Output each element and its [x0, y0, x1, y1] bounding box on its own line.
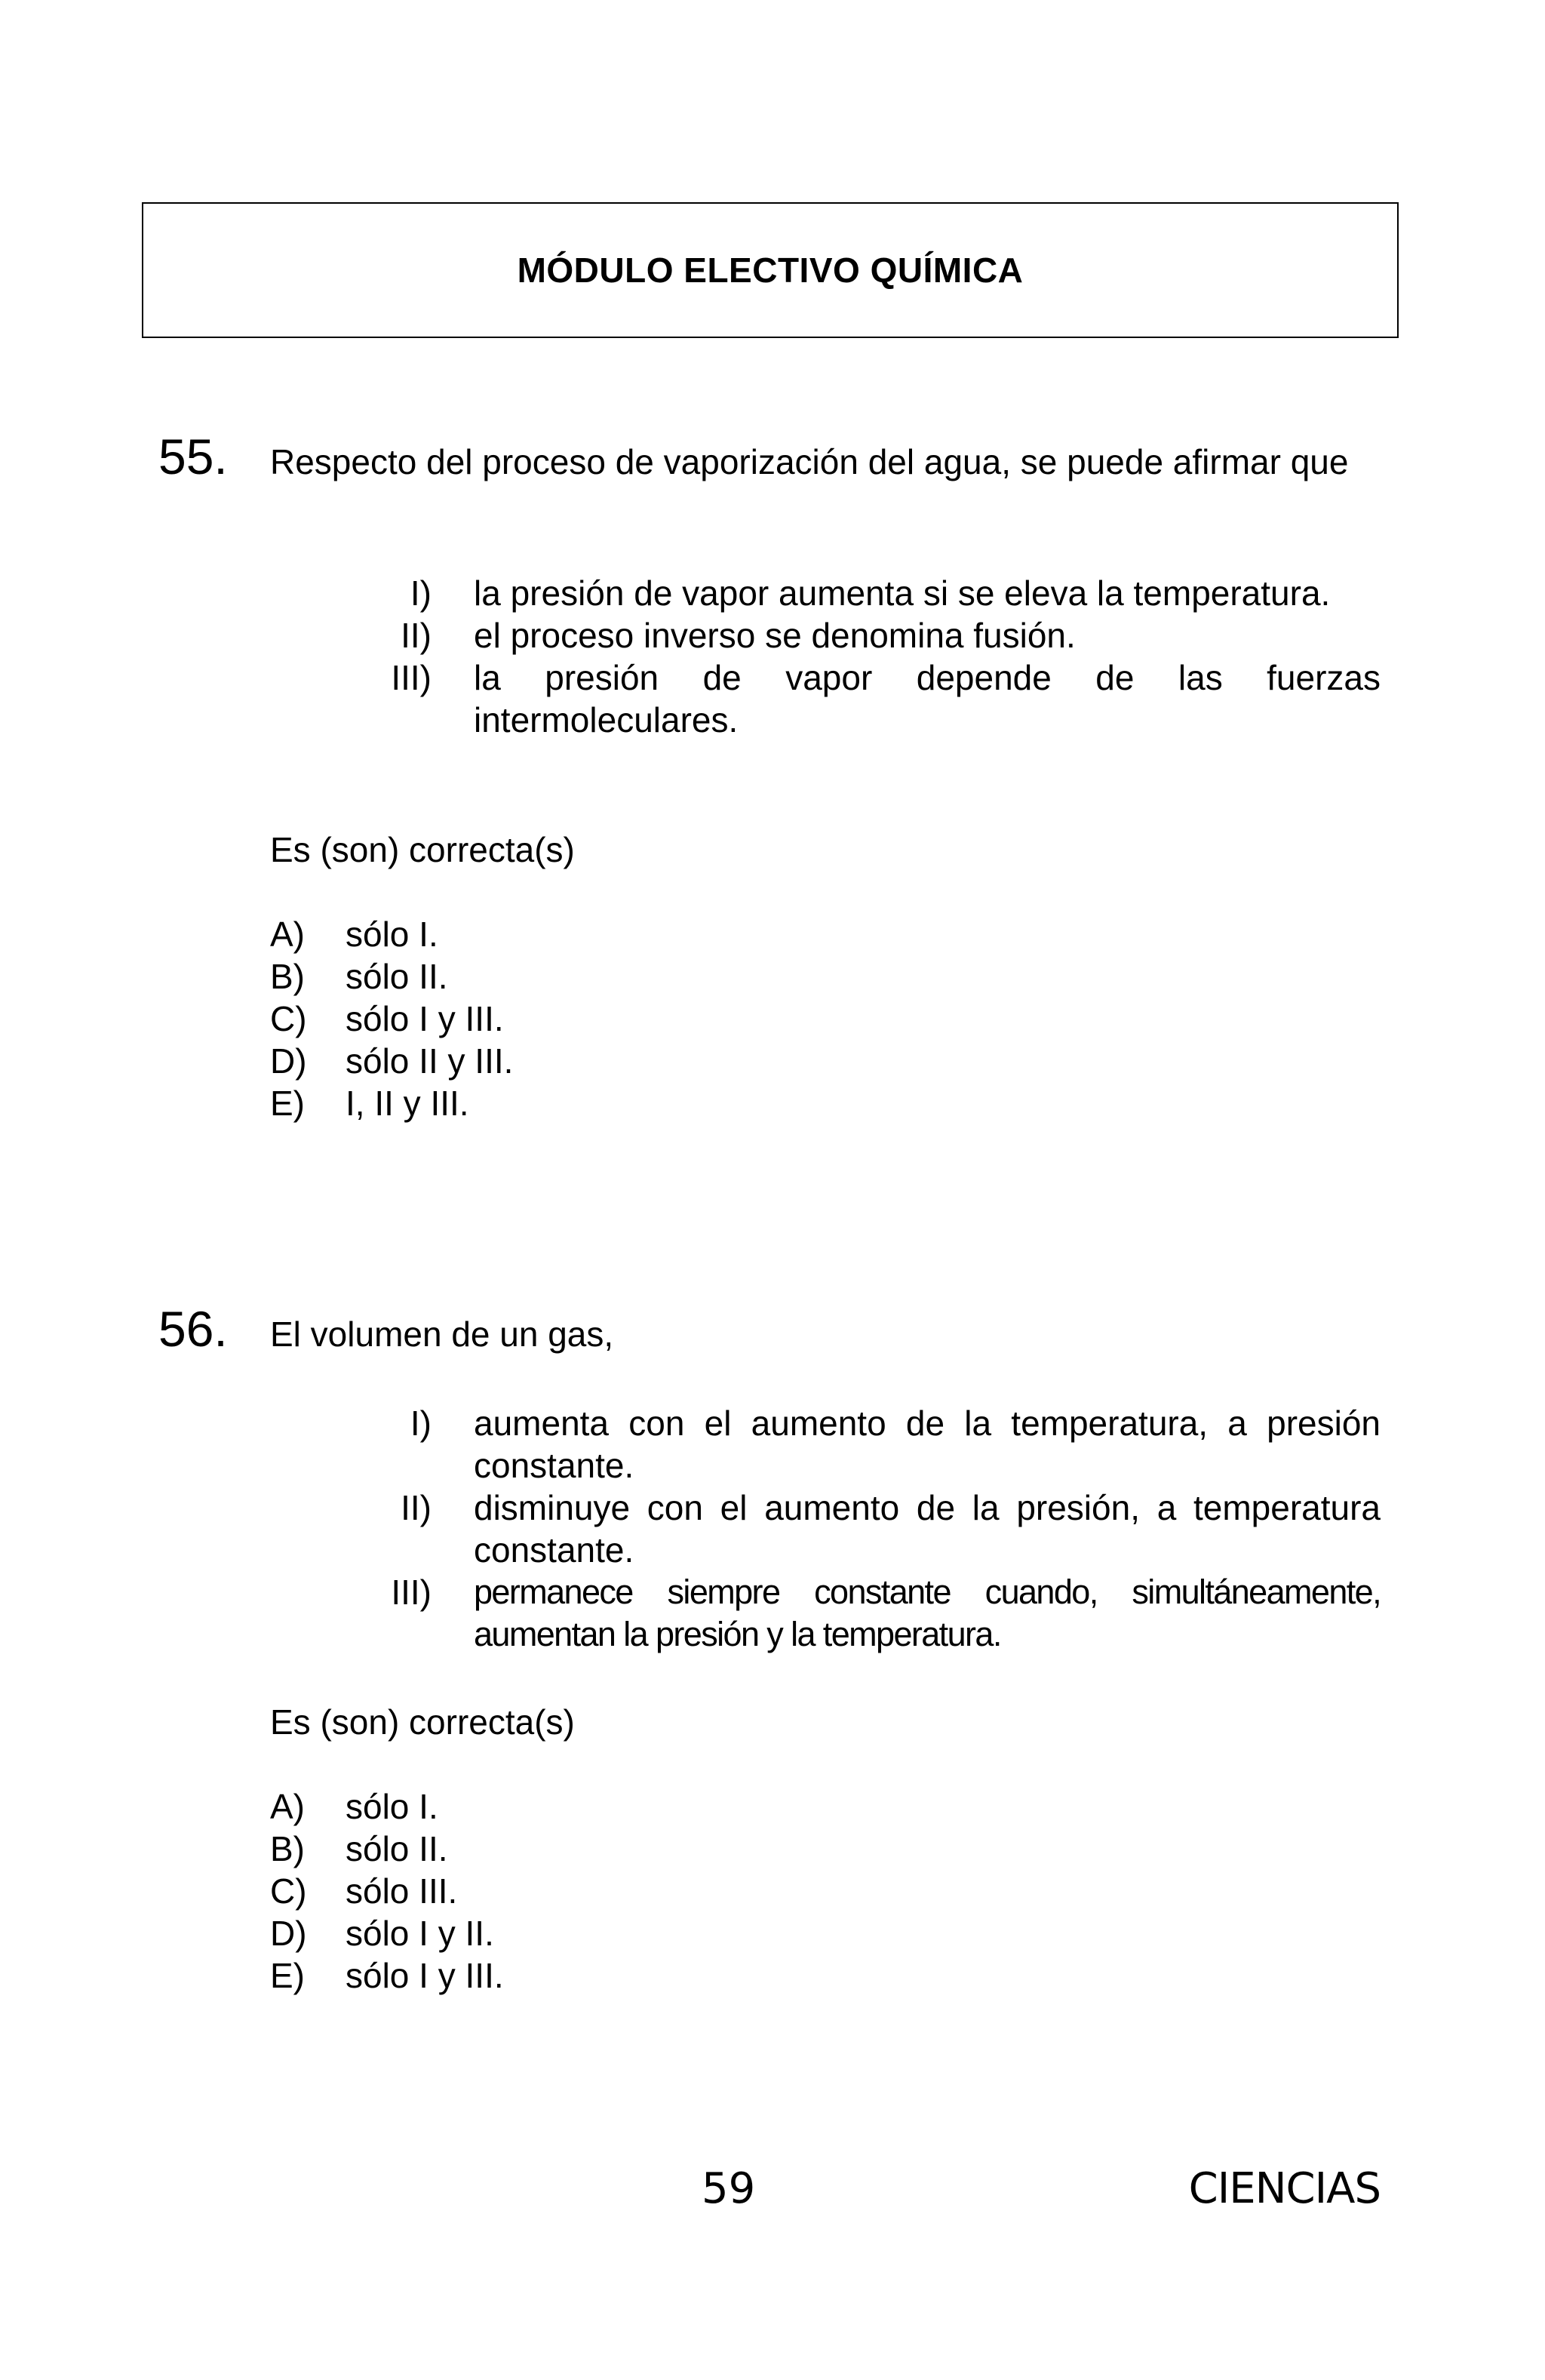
- statement-text: el proceso inverso se denomina fusión.: [474, 616, 1076, 655]
- page-number: 59: [702, 2164, 756, 2213]
- answer-option[interactable]: [270, 1954, 504, 1997]
- statement-item: [0, 572, 1545, 614]
- option-letter: A): [270, 1787, 305, 1826]
- answer-prompt: Es (son) correcta(s): [270, 1702, 575, 1742]
- section-label: CIENCIAS: [1188, 2164, 1381, 2213]
- option-letter: C): [270, 999, 307, 1038]
- answer-option[interactable]: [270, 1912, 504, 1954]
- statement-number: II): [401, 616, 432, 655]
- option-letter: E): [270, 1956, 305, 1995]
- answer-option[interactable]: [270, 1785, 504, 1828]
- answer-option[interactable]: [270, 1828, 504, 1870]
- option-text: sólo I y II.: [346, 1914, 494, 1953]
- option-letter: B): [270, 1829, 305, 1868]
- option-letter: C): [270, 1871, 307, 1911]
- answer-option[interactable]: [270, 955, 513, 998]
- module-header-box: [142, 202, 1399, 338]
- statement-text: la presión de vapor aumenta si se eleva la temperatura.: [474, 573, 1331, 613]
- statement-list: [0, 1402, 1545, 1656]
- option-text: sólo I.: [346, 1787, 438, 1826]
- statement-item: [0, 614, 1545, 656]
- statement-list: [0, 572, 1545, 741]
- option-text: I, II y III.: [346, 1084, 469, 1123]
- statement-text: disminuye con el aumento de la presión, a temperatura constante.: [474, 1488, 1381, 1570]
- statement-item: [0, 1402, 1545, 1487]
- answer-option[interactable]: [270, 1040, 513, 1082]
- answer-option[interactable]: [270, 1082, 513, 1124]
- option-text: sólo II.: [346, 1829, 448, 1868]
- answer-prompt: Es (son) correcta(s): [270, 830, 575, 869]
- statement-text: permanece siempre constante cuando, simultáneamente, aumentan la presión y la temperatura.: [474, 1573, 1381, 1653]
- statement-item: [0, 1571, 1545, 1656]
- option-letter: B): [270, 957, 305, 996]
- option-letter: A): [270, 915, 305, 954]
- question-stem: El volumen de un gas,: [270, 1315, 614, 1354]
- option-text: sólo III.: [346, 1871, 458, 1911]
- option-text: sólo I y III.: [346, 999, 504, 1038]
- statement-text: aumenta con el aumento de la temperatura, a presión constante.: [474, 1404, 1381, 1485]
- option-letter: D): [270, 1914, 307, 1953]
- statement-number: I): [410, 573, 432, 613]
- answer-options: [270, 1785, 504, 1997]
- statement-number: III): [391, 1573, 432, 1612]
- statement-number: I): [410, 1404, 432, 1443]
- question-number: 55.: [158, 429, 228, 484]
- statement-number: III): [391, 658, 432, 697]
- option-letter: E): [270, 1084, 305, 1123]
- statement-item: [0, 1487, 1545, 1571]
- option-text: sólo II.: [346, 957, 448, 996]
- statement-item: [0, 656, 1545, 741]
- option-letter: D): [270, 1041, 307, 1081]
- answer-option[interactable]: [270, 998, 513, 1040]
- module-title: MÓDULO ELECTIVO QUÍMICA: [517, 251, 1024, 290]
- option-text: sólo I y III.: [346, 1956, 504, 1995]
- question-number: 56.: [158, 1301, 228, 1357]
- answer-option[interactable]: [270, 1870, 504, 1912]
- answer-options: [270, 913, 513, 1124]
- statement-text: la presión de vapor depende de las fuerzas intermoleculares.: [474, 658, 1381, 740]
- statement-number: II): [401, 1488, 432, 1527]
- option-text: sólo II y III.: [346, 1041, 514, 1081]
- answer-option[interactable]: [270, 913, 513, 955]
- question-stem: Respecto del proceso de vaporización del agua, se puede afirmar que: [270, 442, 1349, 481]
- option-text: sólo I.: [346, 915, 438, 954]
